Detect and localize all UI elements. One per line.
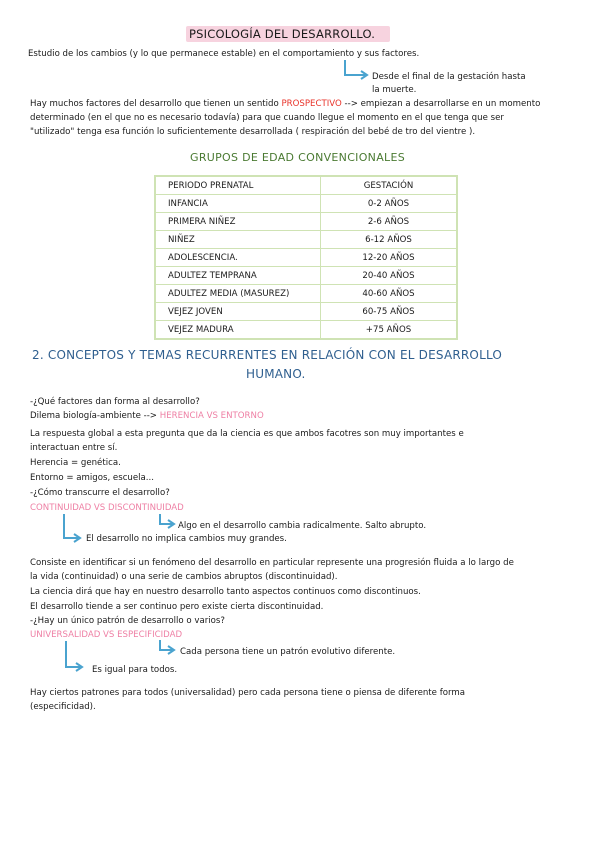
consiste-line4: El desarrollo tiende a ser continuo pero existe cierta discontinuidad. xyxy=(30,602,324,612)
question-1: -¿Qué factores dan forma al desarrollo? xyxy=(30,397,200,407)
consiste-line2: la vida (continuidad) o una serie de cambios abruptos (discontinuidad). xyxy=(30,572,338,582)
age-period-cell: ADOLESCENCIA. xyxy=(155,249,321,267)
table-row xyxy=(155,213,457,231)
age-period-cell: VEJEZ MADURA xyxy=(155,321,321,340)
arrow-icon xyxy=(62,514,86,544)
table-row xyxy=(155,267,457,285)
prospective-highlight: PROSPECTIVO xyxy=(281,99,342,109)
entorno-line: Entorno = amigos, escuela... xyxy=(30,473,155,483)
intro-text: Estudio de los cambios (y lo que permanece estable) en el comportamiento y sus factores. xyxy=(28,49,420,59)
continuity-arrow2-text: El desarrollo no implica cambios muy grandes. xyxy=(86,534,287,544)
age-period-cell: NIÑEZ xyxy=(155,231,321,249)
table-row xyxy=(155,195,457,213)
table-row xyxy=(155,303,457,321)
universality-heading: UNIVERSALIDAD VS ESPECIFICIDAD xyxy=(30,630,183,640)
herencia-line: Herencia = genética. xyxy=(30,458,121,468)
age-range-cell: 60-75 AÑOS xyxy=(321,303,458,321)
age-period-cell: PERIODO PRENATAL xyxy=(155,176,321,195)
section2-title-line1: 2. CONCEPTOS Y TEMAS RECURRENTES EN RELACIÓN CON EL DESARROLLO xyxy=(32,348,503,362)
table-row xyxy=(155,231,457,249)
table-row xyxy=(155,321,457,340)
closing-line1: Hay ciertos patrones para todos (universalidad) pero cada persona tiene o piensa de diferente forma xyxy=(30,688,465,698)
continuity-heading: CONTINUIDAD VS DISCONTINUIDAD xyxy=(30,503,184,513)
age-range-cell: 0-2 AÑOS xyxy=(321,195,458,213)
age-groups-table xyxy=(154,175,458,340)
intro-note-line1: Desde el final de la gestación hasta xyxy=(372,72,526,82)
intro-note-line2: la muerte. xyxy=(372,85,417,95)
answer-line2: interactuan entre sí. xyxy=(30,443,118,453)
age-period-cell: VEJEZ JOVEN xyxy=(155,303,321,321)
age-range-cell: +75 AÑOS xyxy=(321,321,458,340)
prospective-line3: "utilizado" tenga esa función lo suficientemente desarrollada ( respiración del bebé de tro del vientre ). xyxy=(30,127,476,137)
dilemma-highlight: HERENCIA VS ENTORNO xyxy=(159,411,264,421)
age-range-cell: 12-20 AÑOS xyxy=(321,249,458,267)
age-range-cell: 2-6 AÑOS xyxy=(321,213,458,231)
arrow-icon xyxy=(343,60,373,80)
table-row xyxy=(155,176,457,195)
prospective-line1: Hay muchos factores del desarrollo que tienen un sentido PROSPECTIVO --> empiezan a desarrollarse en un momento xyxy=(30,99,541,109)
age-period-cell: ADULTEZ MEDIA (MASUREZ) xyxy=(155,285,321,303)
age-range-cell: 6-12 AÑOS xyxy=(321,231,458,249)
table-row xyxy=(155,285,457,303)
continuity-arrow1-text: Algo en el desarrollo cambia radicalmente. Salto abrupto. xyxy=(178,521,427,531)
closing-line2: (especificidad). xyxy=(30,702,96,712)
section2-title-line2: HUMANO. xyxy=(246,367,306,381)
universality-arrow1-text: Cada persona tiene un patrón evolutivo diferente. xyxy=(180,647,396,657)
age-period-cell: PRIMERA NIÑEZ xyxy=(155,213,321,231)
dilemma-line: Dilema biología-ambiente --> HERENCIA VS ENTORNO xyxy=(30,411,264,421)
age-range-cell: GESTACIÓN xyxy=(321,176,458,195)
arrow-icon xyxy=(64,641,88,671)
universality-arrow2-text: Es igual para todos. xyxy=(92,665,178,675)
consiste-line3: La ciencia dirá que hay en nuestro desarrollo tanto aspectos continuos como discontinuos. xyxy=(30,587,421,597)
table-row xyxy=(155,249,457,267)
arrow-icon xyxy=(158,640,180,656)
prospective-line2: determinado (en el que no es necesario todavía) para que cuando llegue el momento en el que tenga que ser xyxy=(30,113,504,123)
answer-line1: La respuesta global a esta pregunta que da la ciencia es que ambos facotres son muy importantes e xyxy=(30,429,464,439)
question-3: -¿Hay un único patrón de desarrollo o varios? xyxy=(30,616,225,626)
page-title: PSICOLOGÍA DEL DESARROLLO. xyxy=(189,27,376,41)
age-range-cell: 20-40 AÑOS xyxy=(321,267,458,285)
age-range-cell: 40-60 AÑOS xyxy=(321,285,458,303)
consiste-line1: Consiste en identificar si un fenómeno del desarrollo en particular represente una progresión fluida a lo largo de xyxy=(30,558,514,568)
age-period-cell: INFANCIA xyxy=(155,195,321,213)
arrow-icon xyxy=(158,514,180,530)
age-period-cell: ADULTEZ TEMPRANA xyxy=(155,267,321,285)
age-groups-title: GRUPOS DE EDAD CONVENCIONALES xyxy=(190,151,405,164)
question-2: -¿Cómo transcurre el desarrollo? xyxy=(30,488,170,498)
